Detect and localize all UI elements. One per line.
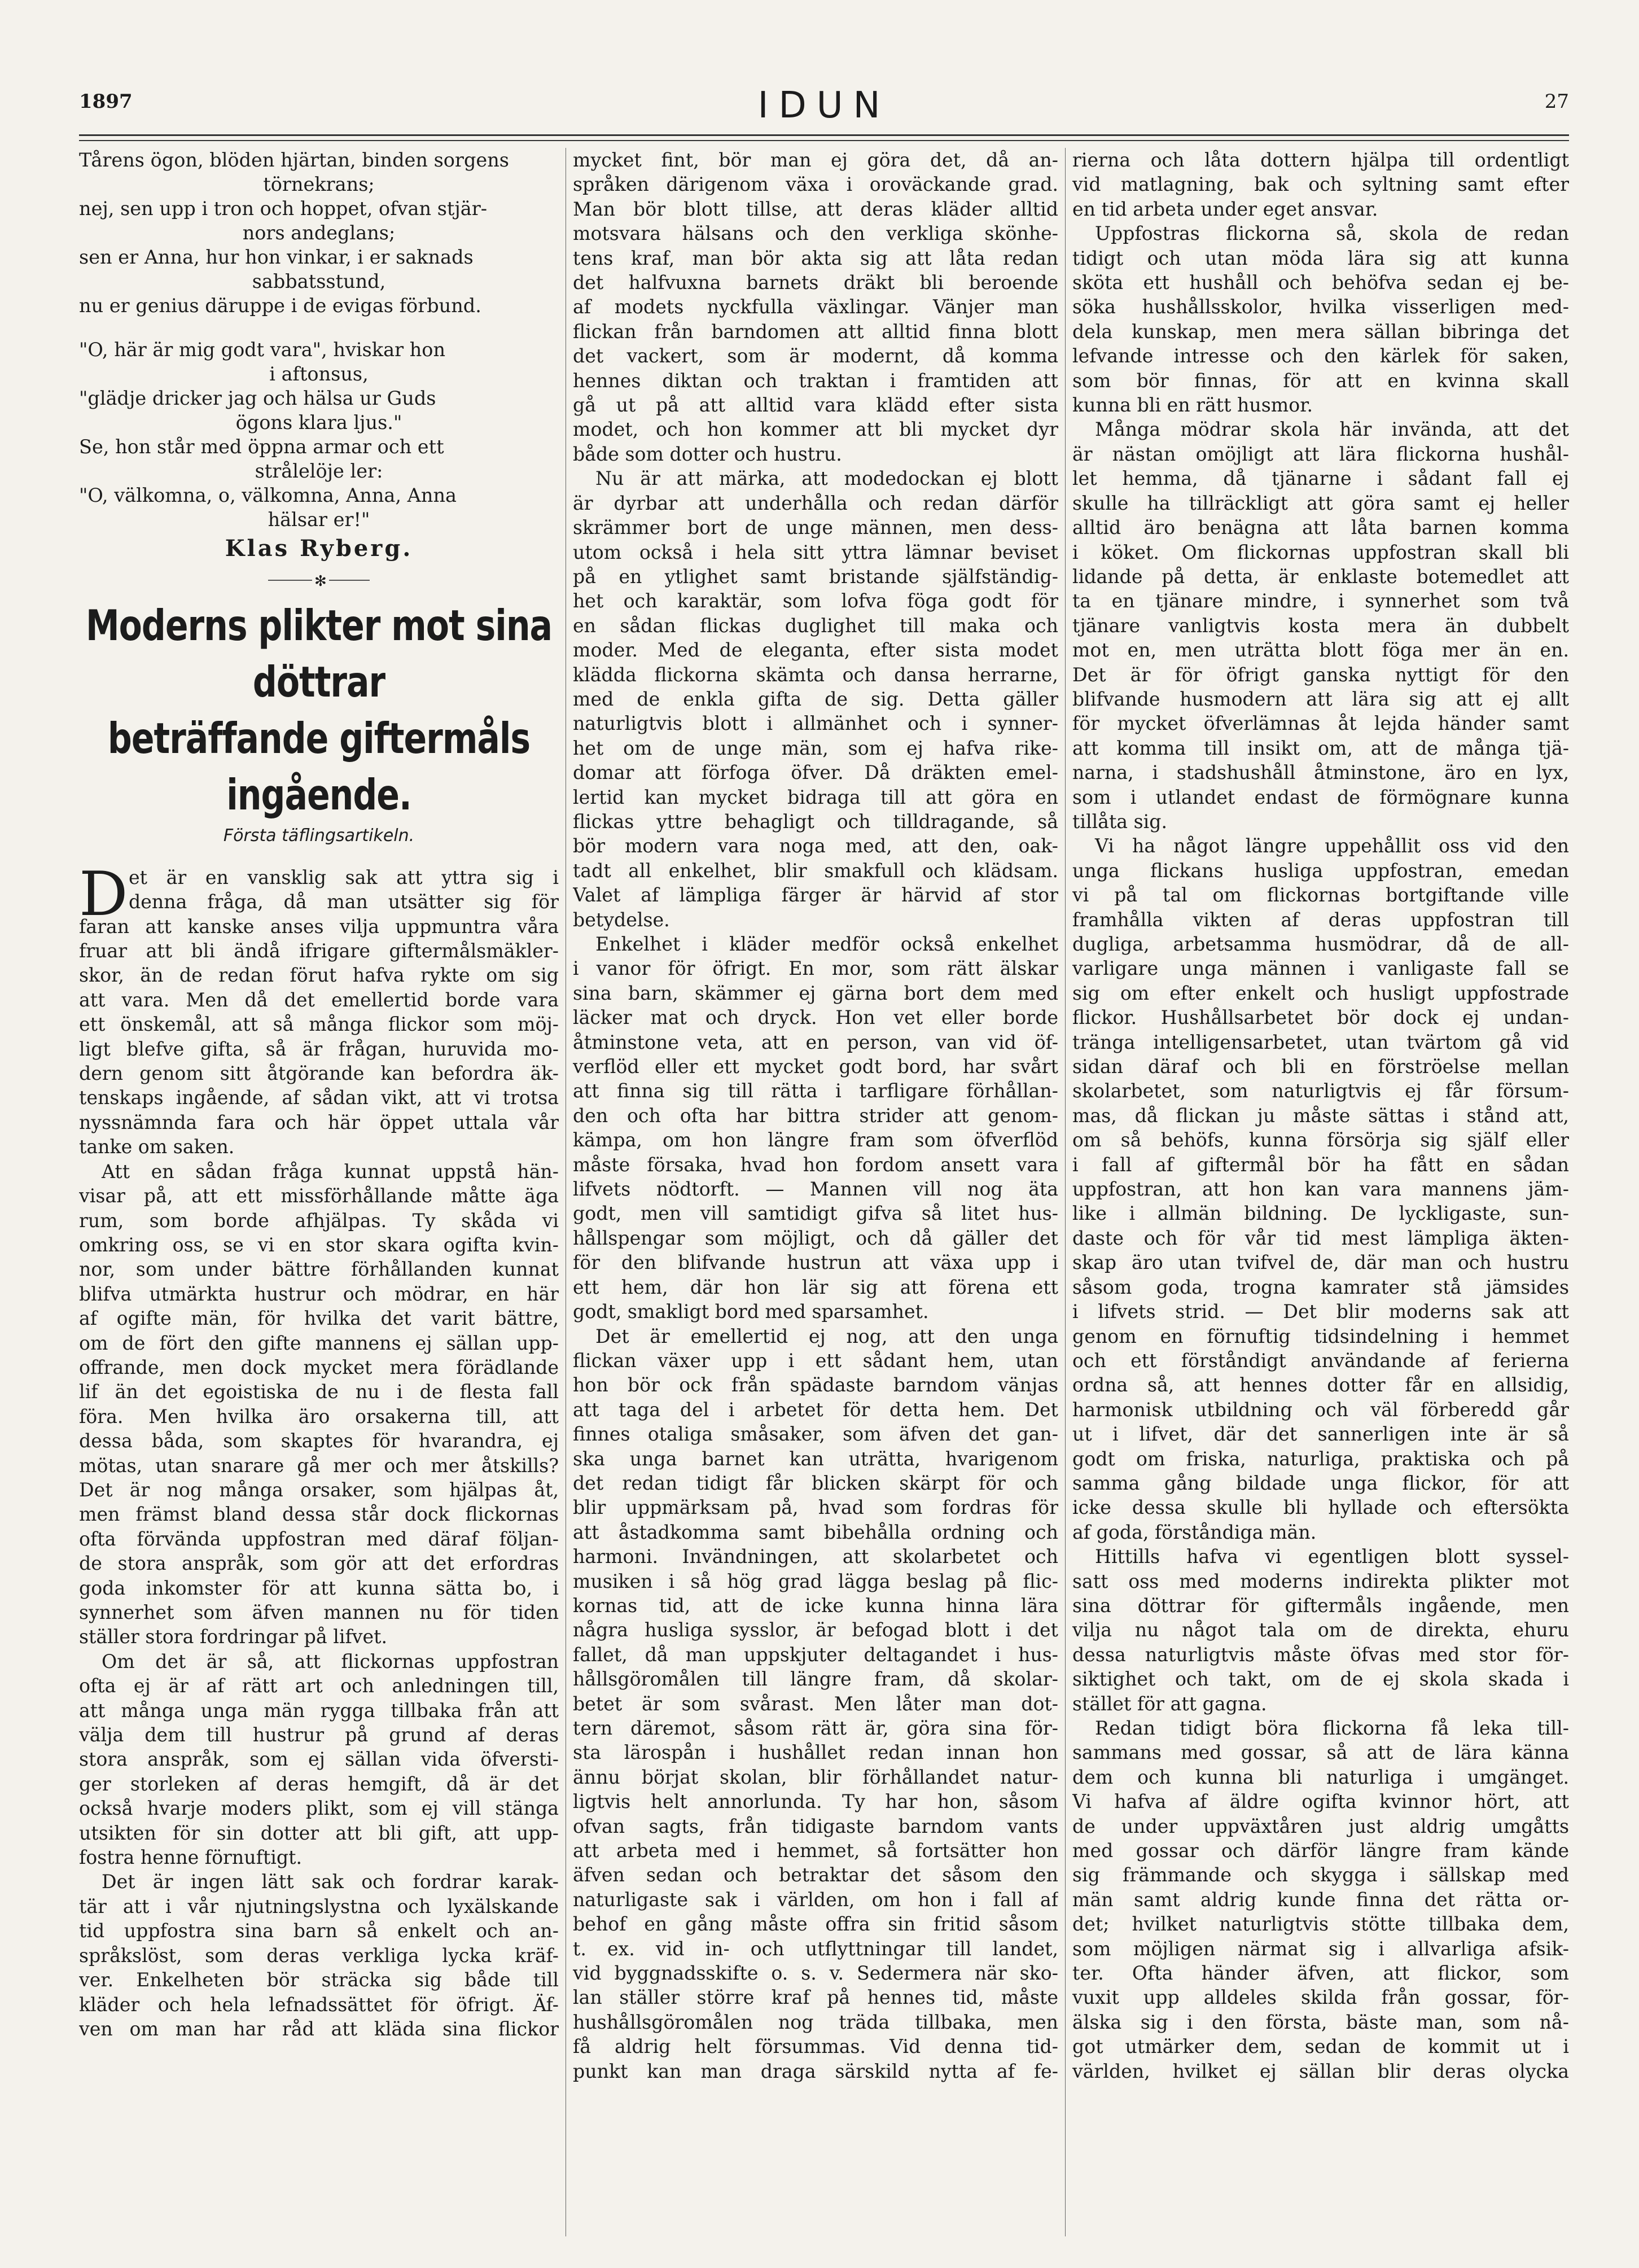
drop-cap: D [79,859,128,930]
text-line: fostra henne förnuftigt. [79,1846,303,1869]
text-line: dela kunskap, men mera sällan bibringa det [1072,320,1569,343]
text-line: et är en vansklig sak att yttra sig i [129,866,559,888]
page-header [79,85,1569,130]
text-line: tens kraf, man bör akta sig att låta redan [573,247,1058,269]
text-line: skrämmer bort de unge männen, men dess- [573,516,1058,539]
text-line: utom också i hela sitt yttra lämnar beviset [573,541,1058,563]
text-line: vid byggnadsskifte o. s. v. Sedermera när sko- [573,1962,1058,1985]
text-line: motsvara hälsans och den verkliga skönhe- [573,222,1058,245]
text-line: Många mödrar skola här invända, att det [1095,418,1569,441]
poem-line [79,318,559,338]
text-line: för mycket öfverlämnas åt lejda händer samt [1072,712,1569,735]
text-line: sig om efter enkelt och husligt uppfostrade [1072,982,1569,1004]
text-line: lif än det egoistiska de nu i de flesta fall [79,1381,559,1403]
text-line: läcker mat och dryck. Hon vet eller borde [573,1006,1058,1029]
text-line: ordna så, att hennes dotter får en allsidig, [1072,1374,1569,1396]
text-line: tränga intelligensarbetet, utan tvärtom gå vid [1072,1031,1569,1053]
text-line: fallet, då man uppskjuter deltagandet i hus- [573,1643,1058,1666]
text-line: måste försaka, hvad hon fordom ansett vara [573,1153,1058,1176]
text-line: sina döttrar för giftermåls ingående, men [1072,1594,1569,1617]
column-2 [573,148,1058,2083]
text-line: af modets nyckfulla växlingar. Vänjer man [573,296,1058,318]
text-line: sig främmande och skygga i sällskap med [1072,1864,1569,1886]
poem-line: nej, sen upp i tron och hoppet, ofvan stjär- [79,198,488,220]
text-line: ska unga barnet kan uträtta, hvarigenom [573,1447,1058,1470]
text-line: mycket fint, bör man ej göra det, då an- [573,149,1058,171]
text-line: Det är emellertid ej nog, att den unga [595,1325,1058,1347]
text-line: är nästan omöjligt att lära flickorna hushål- [1072,443,1569,465]
text-line: got utmärker dem, sedan de kommit ut i [1072,2035,1569,2058]
text-line: ställer stora fordringar på lifvet. [79,1626,388,1648]
text-line: mot en, men uträtta blott föga mer än en. [1072,639,1569,662]
poem-line: sen er Anna, hur hon vinkar, i er saknads [79,246,474,268]
text-line: dessa naturligtvis måste öfvas med stor för- [1072,1643,1569,1666]
text-line: Redan tidigt böra flickorna få leka till- [1095,1717,1569,1739]
text-line: de stora anspråk, som gör att det erfordras [79,1552,559,1575]
text-line: skolarbetet, som naturligtvis ej får försum- [1072,1080,1569,1102]
text-line: dessa båda, som skaptes för hvarandra, ej [79,1430,559,1452]
poem [79,148,559,532]
text-line: det vackert, som är modernt, då komma [573,345,1058,367]
poem-line: i aftonsus, [269,363,369,385]
text-line: skap äro utan tvifvel de, där man och hustru [1072,1251,1569,1274]
text-line: denna fråga, då man utsätter sig för [129,891,559,913]
text-line: finnes otaliga småsaker, som äfven det gan- [573,1423,1058,1446]
text-line: sköta ett hushåll och behöfva sedan ej be- [1072,272,1569,294]
header-rule [79,134,1569,136]
text-line: att taga del i arbetet för detta hem. Det [573,1398,1058,1421]
article-body-start [79,859,559,2042]
text-line: om de fört den gifte mannens ej sällan upp- [79,1332,559,1354]
text-line: faran att kanske anses vilja uppmuntra våra [79,915,559,938]
header-year: 1897 [79,90,133,113]
text-line: äfven sedan och betraktar det såsom den [573,1864,1058,1886]
text-line: tillåta sig. [1072,810,1168,833]
text-line: Det är för öfrigt ganska nyttigt för den [1072,663,1569,686]
text-line: ett hem, där hon lär sig att förena ett [573,1276,1058,1298]
text-line: siktighet och takt, om de ej skola skada i [1072,1668,1569,1691]
text-line: kläder och hela lefnadssättet för öfrigt. Äf- [79,1993,559,2016]
text-line: i köket. Om flickornas uppfostran skall bli [1072,541,1569,563]
text-line: den och ofta har bittra strider att genom- [573,1104,1058,1127]
text-line: hennes diktan och traktan i framtiden att [573,369,1058,392]
text-line: blir uppmärksam på, hvad som fordras för [573,1496,1058,1519]
text-line: Enkelhet i kläder medför också enkelhet [595,933,1058,955]
text-line: ven om man har råd att kläda sina flickor [79,2017,559,2040]
text-line: kunna bli en rätt husmor. [1072,394,1313,417]
text-line: godt, men vill samtidigt gifva så litet hus- [573,1202,1058,1225]
text-line: dern genom sitt åtgörande kan befordra äk- [79,1062,559,1085]
text-line: lifvets nödtorft. — Mannen vill nog äta [573,1178,1058,1201]
text-line: är dyrbar att underhålla och redan därför [573,492,1058,514]
text-line: språken därigenom växa i oroväckande grad. [573,173,1058,196]
text-line: unga flickans husliga uppfostran, emedan [1072,859,1569,882]
text-line: sina barn, skämmer ej gärna bort dem med [573,982,1058,1004]
headline-line-1: Moderns plikter mot sina döttrar [85,601,553,708]
text-line: behof en gång måste offra sin fritid såsom [573,1913,1058,1936]
text-line: en tid arbeta under eget ansvar. [1072,198,1378,220]
text-line: moder. Med de eleganta, efter sista modet [573,639,1058,662]
text-line: hållspengar som möjligt, och då gäller det [573,1227,1058,1249]
text-line: bör modern vara noga med, att den, oak- [573,835,1058,857]
text-line: punkt kan man draga särskild nytta af fe- [573,2060,1058,2082]
text-line: verflöd eller ett mycket godt bord, har svårt [573,1056,1058,1078]
poem-line: strålelöje ler: [255,460,383,482]
text-line: att finna sig till rätta i tarfligare förhållan- [573,1080,1058,1102]
text-line: modet, och hon kommer att bli mycket dyr [573,418,1058,441]
text-line: att arbeta med i hemmet, så fortsätter hon [573,1840,1058,1862]
text-line: kornas tid, att de icke kunna hinna lära [573,1594,1058,1617]
text-line: klädda flickorna skämta och dansa herrarne, [573,663,1058,686]
poem-line: hälsar er!" [268,509,370,531]
poem-line: "O, välkomna, o, välkomna, Anna, Anna [79,484,457,506]
text-line: icke dessa skulle bli hyllade och eftersökta [1072,1496,1569,1519]
text-line: tid uppfostra sina barn så enkelt och an- [79,1920,559,1942]
text-line: narna, i stadshushåll åtminstone, äro en lyx, [1072,761,1569,784]
text-line: tär att i vår njutningslystna och lyxälskande [79,1895,559,1917]
text-line: älska sig i den första, bäste man, som nå- [1072,2011,1569,2033]
poem-line: Tårens ögon, blöden hjärtan, binden sorgens [79,149,509,171]
text-line: Man bör blott tillse, att deras kläder alltid [573,198,1058,220]
text-line: skor, än de redan förut hafva rykte om sig [79,964,559,987]
text-line: ter. Ofta händer äfven, att flickor, som [1072,1962,1569,1985]
text-line: blifva utmärkta hustrur och mödrar, en här [79,1282,559,1305]
text-line: domar att förfoga öfver. Då dräkten emel- [573,761,1058,784]
text-line: män samt aldrig kunde finna det rätta or- [1072,1888,1569,1911]
text-line: att många unga män rygga tillbaka från att [79,1699,559,1722]
text-line: tjänare vanligtvis kosta mera än dubbelt [1072,614,1569,637]
poem-line: "glädje dricker jag och hälsa ur Guds [79,387,436,409]
text-line: det redan tidigt får blicken skärpt för och [573,1472,1058,1494]
text-line: hon bör ock från spädaste barndom vänjas [573,1374,1058,1396]
text-line: både som dotter och hustru. [573,443,842,465]
text-line: som bör finnas, för att en kvinna skall [1072,369,1569,392]
text-line: betet är som svårast. Men låter man dot- [573,1692,1058,1715]
text-line: dem och kunna bli naturliga i umgänget. [1072,1766,1569,1788]
text-line: ofta förvända uppfostran med däraf följan- [79,1527,559,1550]
text-line: godt om friska, naturliga, praktiska och på [1072,1447,1569,1470]
text-line: världen, hvilket ej sällan blir deras olycka [1072,2060,1569,2082]
text-line: ofta ej är af rätt art och anledningen till, [79,1675,559,1697]
text-line: offrande, men dock mycket mera förädlande [79,1356,559,1378]
text-line: tidigt och utan möda lära sig att kunna [1072,247,1569,269]
text-line: att komma till insikt om, att de många tjä- [1072,737,1569,759]
poem-line: ögons klara ljus." [235,411,402,434]
text-line: om så behöfs, kunna försörja sig själf eller [1072,1129,1569,1151]
text-line: betydelse. [573,908,670,931]
poem-line: Se, hon står med öppna armar och ett [79,436,444,458]
text-line: sta lärospån i hushållet redan innan hon [573,1741,1058,1764]
text-line: lan ställer större kraf på hennes tid, måste [573,1986,1058,2009]
text-line: nor, som under bättre förhållanden kunnat [79,1258,559,1281]
text-line: daste och för vår tid mest lämpliga äkten- [1072,1227,1569,1249]
text-line: synnerhet som äfven mannen nu för tiden [79,1601,559,1623]
text-line: tern däremot, såsom rätt är, göra sina för- [573,1717,1058,1739]
text-line: med de enkla gifta de sig. Detta gäller [573,688,1058,710]
text-line: Nu är att märka, att modedockan ej blott [595,467,1058,490]
text-line: mötas, utan snarare gå mer och mer åtskills? [79,1454,559,1477]
text-line: ännu börjat skolan, blir förhållandet natur- [573,1766,1058,1788]
text-line: let hemma, då tjänarne i sådant fall ej [1072,467,1569,490]
text-line: några husliga sysslor, är befogad blott i det [573,1619,1058,1641]
text-line: Det är ingen lätt sak och fordrar karak- [102,1871,559,1893]
text-line: ta en tjänare mindre, i synnerhet som två [1072,590,1569,612]
text-line: alltid äro benägna att låta barnen komma [1072,516,1569,539]
column-1 [79,148,559,2041]
text-line: Att en sådan fråga kunnat uppstå hän- [102,1160,559,1183]
text-line: varligare unga männen i vanligaste fall se [1072,957,1569,980]
text-line: genom en förnuftig tidsindelning i hemmet [1072,1325,1569,1347]
text-line: fruar att bli ändå ifrigare giftermålsmäkler- [79,940,559,962]
text-line: kämpa, om hon längre fram som öfverflöd [573,1129,1058,1151]
text-line: nyssnämnda fara och här öppet uttala vår [79,1111,559,1133]
text-line: Om det är så, att flickornas uppfostran [102,1650,559,1672]
text-line: visar på, att ett missförhållande måtte äga [79,1185,559,1207]
column-divider [1065,148,1066,2236]
text-line: såsom goda, trogna kamrater stå jämsides [1072,1276,1569,1298]
text-line: mas, då flickan ju måste sättas i stånd att, [1072,1104,1569,1127]
text-line: harmoni. Invändningen, att skolarbetet och [573,1545,1058,1568]
text-line: ut i lifvet, där det sannerligen inte är så [1072,1423,1569,1446]
text-line: Vi hafva af äldre ogifta kvinnor hört, att [1072,1790,1569,1813]
text-line: det; hvilket naturligtvis stötte tillbaka dem, [1072,1913,1569,1936]
text-line: flickas yttre behagligt och tilldragande, så [573,810,1058,833]
text-line: flickan växer upp i ett sådant hem, utan [573,1349,1058,1372]
poem-line: nors andeglans; [242,222,396,244]
text-line: ett önskemål, att så många flickor som möj- [79,1013,559,1036]
poem-line: sabbatsstund, [252,270,386,292]
text-line: harmonisk utbildning och väl förberedd går [1072,1398,1569,1421]
text-line: stora anspråk, som ej sällan vida öfversti- [79,1748,559,1771]
text-line: vi på tal om flickornas bortgiftande ville [1072,884,1569,907]
text-line: ligt blefve gifta, så är frågan, huruvida mo- [79,1037,559,1060]
text-line: ger storleken af deras hemgift, då är det [79,1772,559,1795]
article-text [79,859,559,2042]
text-line: naturligtvis blott i allmänhet och i synner- [573,712,1058,735]
text-line: sidan däraf och bli en förströelse mellan [1072,1056,1569,1078]
text-line: rierna och låta dottern hjälpa till ordentligt [1072,149,1569,171]
text-line: Det är nog många orsaker, som hjälpas åt, [79,1478,559,1501]
text-line: i lifvets strid. — Det blir moderns sak att [1072,1301,1569,1323]
text-line: hållsgöromålen till längre fram, då skolar- [573,1668,1058,1691]
text-line: omkring oss, se vi en stor skara ogifta kvin- [79,1233,559,1256]
text-line: af ogifte män, för hvilka det varit bättre, [79,1307,559,1330]
header-rule-thin [79,140,1569,141]
text-line: blifvande husmodern att lära sig att ej allt [1072,688,1569,710]
column-3 [1072,148,1569,2083]
text-line: tenskaps ingående, af sådan vikt, att vi trotsa [79,1087,559,1109]
text-line: musiken i så hög grad lägga beslag på flic- [573,1570,1058,1592]
text-line: ofvan sagts, från tidigaste barndom vants [573,1815,1058,1837]
text-line: en sådan flickas duglighet till maka och [573,614,1058,637]
text-line: ver. Enkelheten bör sträcka sig både till [79,1969,559,1991]
text-line: vuxit upp alldeles skilda från gossar, för- [1072,1986,1569,2009]
text-line: uppfostran, att hon kan vara mannens jäm- [1072,1178,1569,1201]
section-divider [268,573,370,590]
text-line: men främst bland dessa står dock flickornas [79,1503,559,1526]
page-number: 27 [1544,90,1569,113]
poem-signature: Klas Ryberg. [225,535,413,562]
text-line: söka hushållsskolor, hvilka visserligen med- [1072,296,1569,318]
poem-line: "O, här är mig godt vara", hviskar hon [79,339,446,361]
text-line: gå ut på att alltid vara klädd efter sista [573,394,1058,417]
text-line: het om de unge män, som ej hafva rike- [573,737,1058,759]
text-line: af goda, förståndiga män. [1072,1521,1317,1543]
text-line: på en ytlighet samt bristande själfständig- [573,565,1058,588]
text-line: dugliga, arbetsamma husmödrar, då de all- [1072,933,1569,955]
text-line: lidande på detta, är enklaste botemedlet att [1072,565,1569,588]
text-line: vid matlagning, bak och syltning samt efter [1072,173,1569,196]
text-line: godt, smakligt bord med sparsamhet. [573,1301,929,1323]
headline-line-2: beträffande giftermåls ingående. [107,714,531,821]
text-line: like i allmän bildning. De lyckligaste, sun- [1072,1202,1569,1225]
text-line: lertid kan mycket bidraga till att göra en [573,786,1058,808]
text-line: Uppfostras flickorna så, skola de redan [1095,222,1569,245]
text-line: som möjligen närmat sig i allvarliga afsik- [1072,1937,1569,1960]
text-line: utsikten för sin dotter att bli gift, att upp- [79,1822,559,1844]
poem-line: törnekrans; [263,173,375,195]
text-line: samma gång bildade unga flickor, för att [1072,1472,1569,1494]
text-line: det halfvuxna barnets dräkt bli beroende [573,272,1058,294]
text-line: i fall af giftermål bör ha fått en sådan [1072,1153,1569,1176]
text-line: Hittills hafva vi egentligen blott syssel- [1095,1545,1569,1568]
text-line: goda inkomster för att kunna sätta bo, i [79,1577,559,1599]
text-line: åtminstone veta, att en person, van vid öf- [573,1031,1058,1053]
text-line: naturligaste sak i världen, om hon i fall af [573,1888,1058,1911]
text-line: få aldrig helt försummas. Vid denna tid- [573,2035,1058,2058]
article-subhead: Första täflingsartikeln. [223,826,415,846]
text-line: t. ex. vid in- och utflyttningar till landet, [573,1937,1058,1960]
text-line: de under uppväxtåren just aldrig umgåtts [1072,1815,1569,1837]
poem-line: nu er genius däruppe i de evigas förbund. [79,295,481,317]
text-line: med gossar och därför längre fram kände [1072,1840,1569,1862]
text-line: stället för att gagna. [1072,1692,1267,1715]
text-line: välja dem till hustrur på grund af deras [79,1724,559,1746]
article-headline [79,598,559,824]
text-line: sammans med gossar, så att de lära känna [1072,1741,1569,1764]
masthead-title: IDUN [757,85,891,126]
text-line: att vara. Men då det emellertid borde vara [79,988,559,1011]
text-line: vilja nu något tala om de direkta, ehuru [1072,1619,1569,1641]
text-line: och ett förståndigt användande af ferierna [1072,1349,1569,1372]
text-line: språkslöst, som deras verkliga lycka kräf- [79,1944,559,1967]
text-line: het och karaktär, som lofva föga godt för [573,590,1058,612]
text-line: Valet af lämpliga färger är härvid af stor [573,884,1058,907]
text-line: satt oss med moderns indirekta plikter mot [1072,1570,1569,1592]
text-line: lefvande intresse och den kärlek för saken, [1072,345,1569,367]
asterisk-ornament: ✻ [312,570,329,594]
text-line: hushållsgöromålen nog träda tillbaka, men [573,2011,1058,2033]
text-line: rum, som borde afhjälpas. Ty skåda vi [79,1209,559,1232]
text-line: framhålla vikten af deras uppfostran till [1072,908,1569,931]
text-line: ligtvis helt annorlunda. Ty har hon, såsom [573,1790,1058,1813]
text-line: skulle ha tillräckligt att göra samt ej heller [1072,492,1569,514]
text-line: också hvarje moders plikt, som ej vill stänga [79,1797,559,1820]
text-line: flickan från barndomen att alltid finna blott [573,320,1058,343]
text-line: för den blifvande hustrun att växa upp i [573,1251,1058,1274]
text-line: tadt all enkelhet, blir smakfull och klädsam. [573,859,1058,882]
text-line: som i utlandet endast de förmögnare kunna [1072,786,1569,808]
text-line: att åstadkomma samt bibehålla ordning och [573,1521,1058,1543]
text-line: flickor. Hushållsarbetet bör dock ej undan- [1072,1006,1569,1029]
text-line: Vi ha något längre uppehållit oss vid den [1095,835,1569,857]
text-line: i vanor för öfrigt. En mor, som rätt älskar [573,957,1058,980]
text-line: tanke om saken. [79,1136,235,1158]
text-line: föra. Men hvilka äro orsakerna till, att [79,1405,559,1428]
